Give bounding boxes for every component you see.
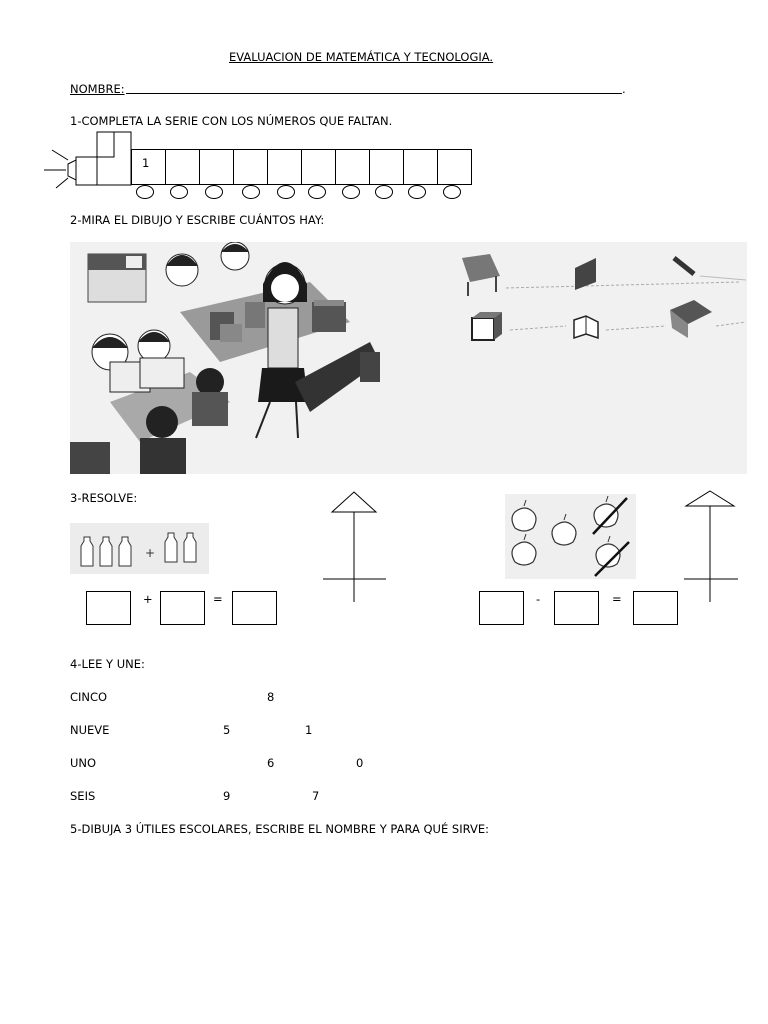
word-item[interactable]: CINCO bbox=[70, 690, 108, 704]
bottles-drawing bbox=[70, 523, 209, 574]
number-item[interactable]: 8 bbox=[267, 690, 275, 704]
classroom-drawing bbox=[70, 242, 747, 474]
word-item[interactable]: SEIS bbox=[70, 789, 96, 803]
word-item[interactable]: NUEVE bbox=[70, 723, 110, 737]
page-title: EVALUACION DE MATEMÁTICA Y TECNOLOGIA. bbox=[229, 50, 494, 64]
series-car-box[interactable] bbox=[301, 149, 336, 185]
wheel-icon bbox=[277, 185, 295, 199]
equals-sign-left: = bbox=[213, 592, 223, 606]
wheel-icon bbox=[342, 185, 360, 199]
series-car-box[interactable] bbox=[267, 149, 302, 185]
series-car-box[interactable] bbox=[335, 149, 370, 185]
number-item[interactable]: 0 bbox=[356, 756, 364, 770]
answer-box-1[interactable] bbox=[86, 591, 131, 625]
number-item[interactable]: 6 bbox=[267, 756, 275, 770]
right-diagram bbox=[680, 488, 742, 604]
number-item[interactable]: 5 bbox=[223, 723, 231, 737]
bottles-image bbox=[70, 523, 209, 574]
wheel-icon bbox=[375, 185, 393, 199]
left-tree-drawing bbox=[320, 490, 392, 605]
series-car-box[interactable] bbox=[233, 149, 268, 185]
series-car-box[interactable] bbox=[403, 149, 438, 185]
question-4-text: 4-LEE Y UNE: bbox=[70, 657, 145, 671]
wheel-icon bbox=[443, 185, 461, 199]
wheel-icon bbox=[170, 185, 188, 199]
wheel-icon bbox=[308, 185, 326, 199]
question-1-text: 1-COMPLETA LA SERIE CON LOS NÚMEROS QUE FALTAN. bbox=[70, 114, 393, 128]
nombre-end-dot: . bbox=[622, 82, 626, 96]
wheel-icon bbox=[136, 185, 154, 199]
plus-sign: + bbox=[143, 592, 153, 606]
answer-box-3[interactable] bbox=[232, 591, 277, 625]
wheel-icon bbox=[205, 185, 223, 199]
minus-sign: - bbox=[536, 592, 541, 606]
answer-box-2[interactable] bbox=[160, 591, 205, 625]
question-5-text: 5-DIBUJA 3 ÚTILES ESCOLARES, ESCRIBE EL NOMBRE Y PARA QUÉ SIRVE: bbox=[70, 822, 489, 836]
question-2-text: 2-MIRA EL DIBUJO Y ESCRIBE CUÁNTOS HAY: bbox=[70, 213, 325, 227]
wheel-icon bbox=[408, 185, 426, 199]
series-car-box[interactable] bbox=[437, 149, 472, 185]
classroom-illustration bbox=[70, 242, 747, 474]
series-car-box[interactable] bbox=[165, 149, 200, 185]
answer-box-4[interactable] bbox=[479, 591, 524, 625]
nombre-label: NOMBRE: bbox=[70, 82, 125, 96]
svg-text:+: + bbox=[145, 546, 156, 560]
left-diagram bbox=[320, 490, 392, 605]
number-item[interactable]: 7 bbox=[312, 789, 320, 803]
number-item[interactable]: 1 bbox=[305, 723, 313, 737]
nombre-line[interactable] bbox=[126, 93, 622, 94]
series-car-box[interactable] bbox=[199, 149, 234, 185]
apples-image bbox=[505, 494, 636, 579]
answer-box-6[interactable] bbox=[633, 591, 678, 625]
right-tree-drawing bbox=[680, 488, 742, 604]
apples-drawing bbox=[505, 494, 636, 579]
series-car-box[interactable] bbox=[369, 149, 404, 185]
word-item[interactable]: UNO bbox=[70, 756, 97, 770]
question-3-text: 3-RESOLVE: bbox=[70, 491, 138, 505]
series-first-number: 1 bbox=[142, 156, 150, 170]
equals-sign-right: = bbox=[612, 592, 622, 606]
number-item[interactable]: 9 bbox=[223, 789, 231, 803]
wheel-icon bbox=[242, 185, 260, 199]
answer-box-5[interactable] bbox=[554, 591, 599, 625]
